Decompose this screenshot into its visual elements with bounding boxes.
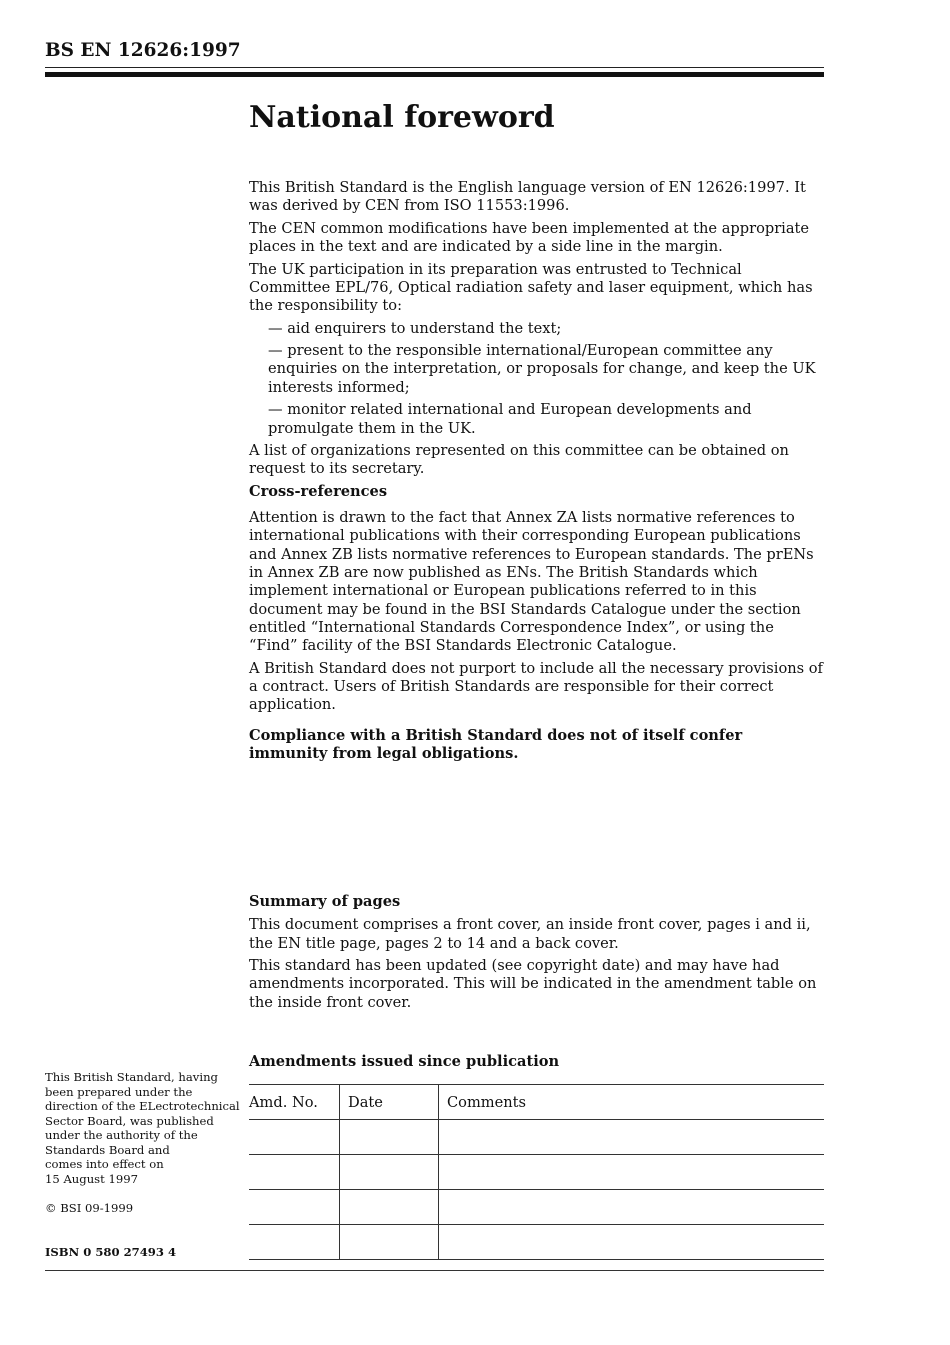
- note-line: been prepared under the: [45, 1084, 193, 1099]
- note-line: This British Standard, having: [45, 1070, 218, 1084]
- note-line: Standards Board and: [45, 1142, 170, 1157]
- summary-heading: Summary of pages: [249, 893, 401, 910]
- copyright-notice: © BSI 09-1999: [45, 1201, 134, 1215]
- note-line: under the authority of the: [45, 1128, 198, 1142]
- amendments-table: [249, 1084, 824, 1260]
- paragraph-summary-updates: This standard has been updated (see copyright date) and may have had amendments incorporated. This will be indicated in the amendment table on the inside front cover.: [249, 957, 817, 1011]
- cross-references-heading: Cross-references: [249, 482, 388, 500]
- table-row: [249, 1155, 824, 1190]
- list-item: — monitor related international and European developments and promulgate them in the UK.: [268, 401, 752, 437]
- list-item: — aid enquirers to understand the text;: [268, 319, 562, 337]
- column-header-date: Date: [340, 1085, 439, 1120]
- paragraph-cen-modifications: The CEN common modifications have been implemented at the appropriate places in the text and are indicated by a side line in the margin.: [249, 219, 810, 256]
- note-line: 15 August 1997: [45, 1171, 138, 1186]
- summary-of-pages: [249, 893, 823, 1016]
- paragraph-cross-references: Attention is drawn to the fact that Annex ZA lists normative references to international publications with their corresponding European publications and Annex ZB lists normative references to European standards. The prENs in Annex ZB are now published as ENs. The British Standards which implement international or European publications referred to in this document may be found in the BSI Standards Catalogue under the section entitled “International Standards Correspondence Index”, or using the “Find” facility of the BSI Standards Electronic Catalogue.: [249, 509, 814, 655]
- note-line: comes into effect on: [45, 1157, 164, 1171]
- publication-note: [45, 1070, 245, 1186]
- header-rule-thin: [45, 67, 824, 68]
- isbn: ISBN 0 580 27493 4: [45, 1245, 177, 1259]
- paragraph-contract-disclaimer: A British Standard does not purport to include all the necessary provisions of a contract. Users of British Standards are responsible for their correct application.: [249, 659, 823, 714]
- table-row: [249, 1120, 824, 1155]
- compliance-statement: Compliance with a British Standard does not of itself confer immunity from legal obligations.: [249, 726, 743, 762]
- footer-rule: [45, 1270, 824, 1271]
- document-identifier: BS EN 12626:1997: [45, 40, 241, 61]
- note-line: Sector Board, was published: [45, 1113, 214, 1128]
- amendments-heading: Amendments issued since publication: [249, 1053, 560, 1070]
- note-line: direction of the ELectrotechnical: [45, 1099, 240, 1113]
- paragraph-summary-contents: This document comprises a front cover, an inside front cover, pages i and ii, the EN title page, pages 2 to 14 and a back cover.: [249, 916, 811, 952]
- paragraph-committee-list: A list of organizations represented on this committee can be obtained on request to its secretary.: [249, 441, 789, 478]
- foreword-body: [249, 179, 823, 767]
- paragraph-uk-participation: The UK participation in its preparation was entrusted to Technical Committee EPL/76, Optical radiation safety and laser equipment, which has the responsibility to:: [249, 260, 813, 315]
- list-item: — present to the responsible international/European committee any enquiries on the interpretation, or proposals for change, and keep the UK interests informed;: [268, 342, 816, 396]
- column-header-comments: Comments: [439, 1085, 825, 1120]
- column-header-amd-no: Amd. No.: [249, 1085, 340, 1120]
- table-header-row: [249, 1085, 824, 1120]
- header-rule-thick: [45, 72, 824, 77]
- paragraph-origin: This British Standard is the English language version of EN 12626:1997. It was derived by CEN from ISO 11553:1996.: [249, 179, 806, 215]
- page-title: National foreword: [249, 100, 555, 135]
- table-row: [249, 1190, 824, 1225]
- table-row: [249, 1225, 824, 1260]
